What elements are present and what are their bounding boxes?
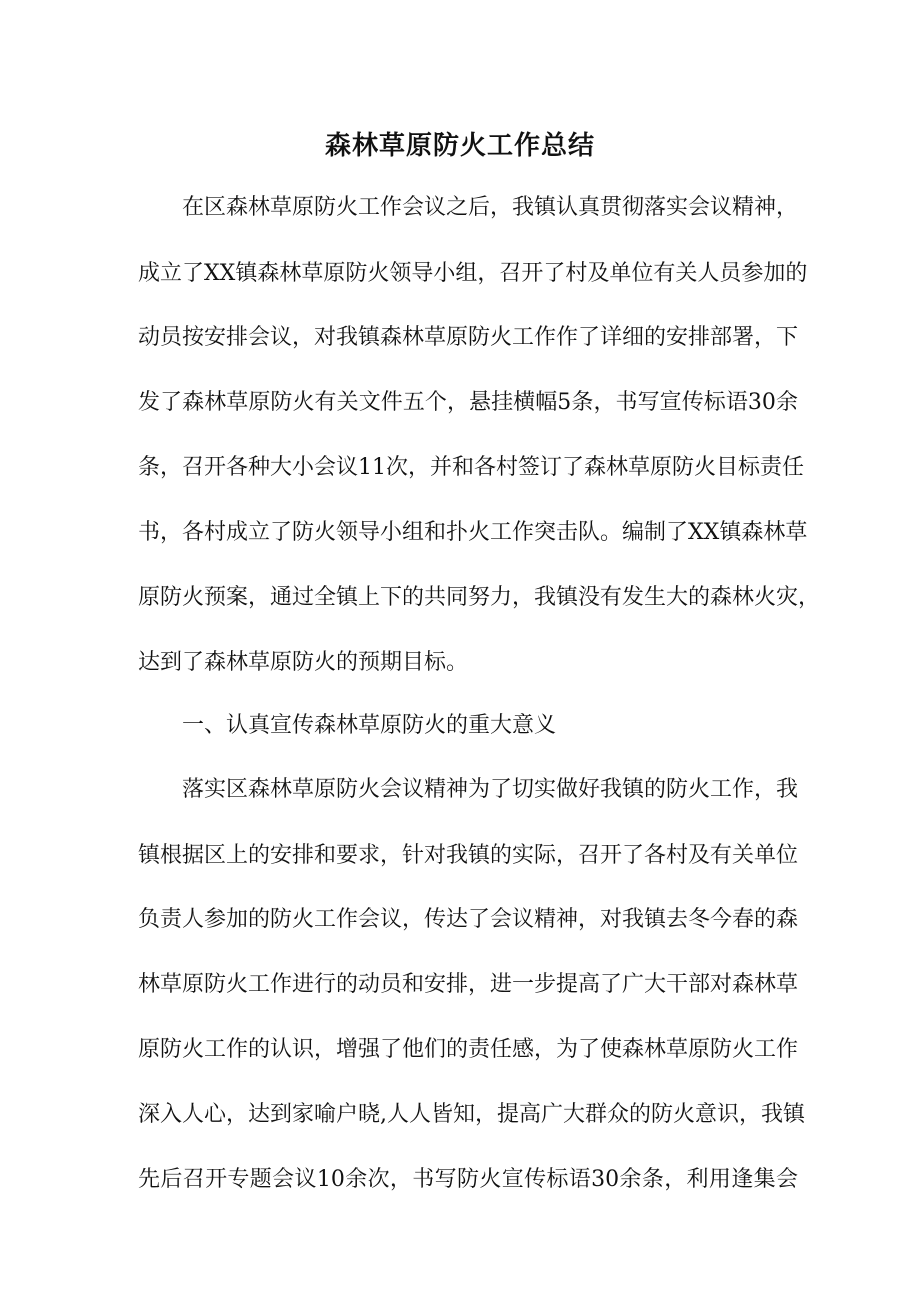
paragraph-line: 动员按安排会议，对我镇森林草原防火工作作了详细的安排部署，下 bbox=[138, 325, 799, 350]
paragraph-line: 书，各村成立了防火领导小组和扑火工作突击队。编制了XX镇森林草 bbox=[138, 520, 808, 545]
paragraph-line: 镇根据区上的安排和要求，针对我镇的实际，召开了各村及有关单位 bbox=[138, 843, 799, 868]
paragraph-line: 深入人心，达到家喻户晓,人人皆知，提高广大群众的防火意识，我镇 bbox=[138, 1102, 805, 1127]
paragraph-line: 负责人参加的防火工作会议，传达了会议精神，对我镇去冬今春的森 bbox=[138, 907, 799, 932]
paragraph-line: 落实区森林草原防火会议精神为了切实做好我镇的防火工作，我 bbox=[182, 777, 799, 802]
section-heading: 一、认真宣传森林草原防火的重大意义 bbox=[182, 713, 557, 738]
paragraph-line: 达到了森林草原防火的预期目标。 bbox=[138, 650, 469, 675]
paragraph-line: 在区森林草原防火工作会议之后，我镇认真贯彻落实会议精神， bbox=[182, 195, 799, 220]
paragraph-line: 原防火工作的认识，增强了他们的责任感，为了使森林草原防火工作 bbox=[138, 1037, 799, 1062]
document-title: 森林草原防火工作总结 bbox=[324, 131, 595, 161]
paragraph-line: 林草原防火工作进行的动员和安排，进一步提高了广大干部对森林草 bbox=[138, 972, 799, 997]
paragraph-line: 原防火预案，通过全镇上下的共同努力，我镇没有发生大的森林火灾， bbox=[138, 585, 821, 610]
paragraph-line: 发了森林草原防火有关文件五个，悬挂横幅5条，书写宣传标语30余 bbox=[138, 390, 798, 415]
paragraph-line: 先后召开专题会议10余次，书写防火宣传标语30余条，利用逢集会 bbox=[138, 1167, 798, 1192]
paragraph-line: 条，召开各种大小会议11次，并和各村签订了森林草原防火目标责任 bbox=[138, 455, 804, 480]
paragraph-line: 成立了XX镇森林草原防火领导小组，召开了村及单位有关人员参加的 bbox=[138, 261, 808, 286]
